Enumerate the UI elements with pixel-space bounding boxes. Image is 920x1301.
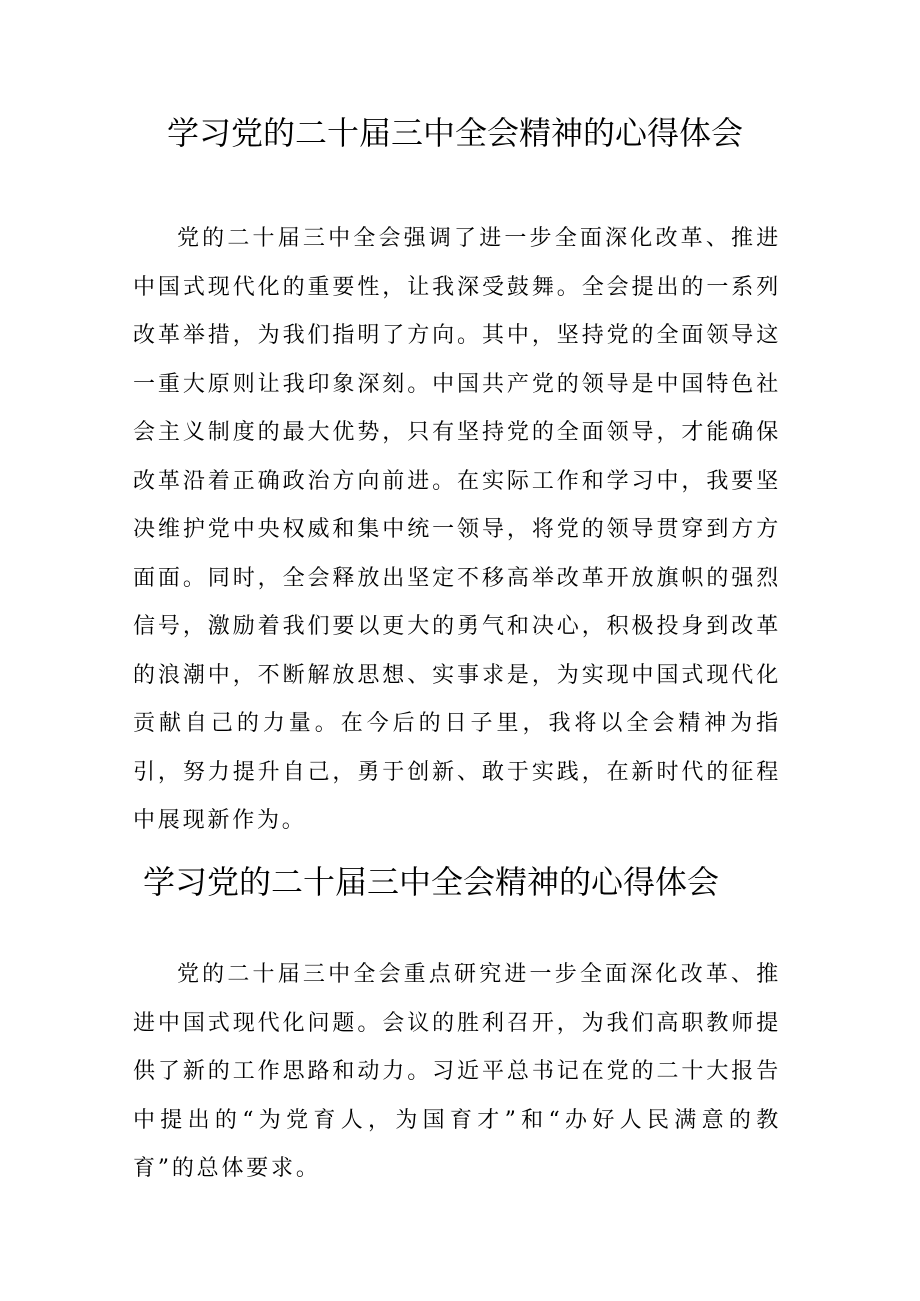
section-title: 学习党的二十届三中全会精神的心得体会 (167, 114, 744, 152)
section-paragraph: 党的二十届三中全会强调了进一步全面深化改革、推进中国式现代化的重要性，让我深受鼓舞。全会提出的一系列改革举措，为我们指明了方向。其中，坚持党的全面领导这一重大原则让我印象深刻。中国共产党的领导是中国特色社会主义制度的最大优势，只有坚持党的全面领导，才能确保改革沿着正确政治方向前进。在实际工作和学习中，我要坚决维护党中央权威和集中统一领导，将党的领导贯穿到方方面面。同时，全会释放出坚定不移高举改革开放旗帜的强烈信号，激励着我们要以更大的勇气和决心，积极投身到改革的浪潮中，不断解放思想、实事求是，为实现中国式现代化贡献自己的力量。在今后的日子里，我将以全会精神为指引，努力提升自己，勇于创新、敢于实践，在新时代的征程中展现新作为。 (133, 226, 781, 833)
section-title: 学习党的二十届三中全会精神的心得体会 (143, 863, 720, 901)
section-paragraph: 党的二十届三中全会重点研究进一步全面深化改革、推进中国式现代化问题。会议的胜利召开，为我们高职教师提供了新的工作思路和动力。习近平总书记在党的二十大报告中提出的“为党育人，为国育才”和“办好人民满意的教育”的总体要求。 (133, 962, 781, 1181)
